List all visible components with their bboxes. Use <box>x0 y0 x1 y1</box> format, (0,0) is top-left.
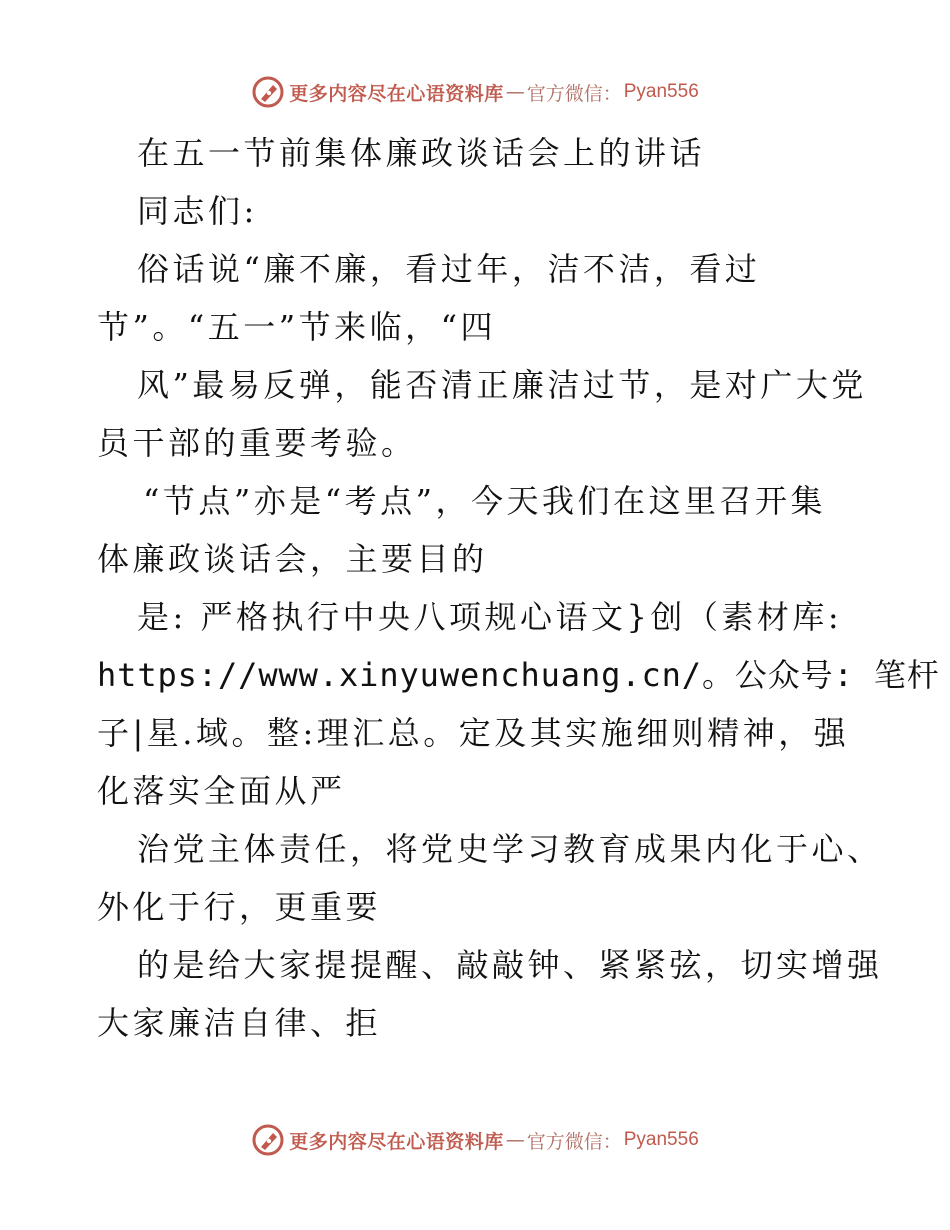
footer-banner <box>0 1120 950 1160</box>
banner-wechat-id: Pyan556 <box>623 81 699 102</box>
paragraph-line: 治党主体责任，将党史学习教育成果内化于心、 <box>137 830 883 868</box>
paragraph-line: 员干部的重要考验。 <box>97 424 417 462</box>
banner-label: 官方微信： <box>526 1130 622 1153</box>
paragraph-line: 的是给大家提提醒、敲敲钟、紧紧弦，切实增强 <box>137 946 883 984</box>
pen-nib-logo-icon <box>251 1123 285 1157</box>
paragraph-line: 是: 严格执行中央八项规心语文}创（素材库: <box>137 598 843 636</box>
pen-nib-logo-icon <box>251 75 285 109</box>
paragraph-line-url: https://www.xinyuwenchuang.cn/。公众号: 笔杆 <box>97 656 940 694</box>
paragraph-line: 化落实全面从严 <box>97 772 346 810</box>
paragraph-line: 俗话说“廉不廉，看过年，洁不洁，看过 <box>137 250 761 288</box>
paragraph-line: 体廉政谈话会，主要目的 <box>97 540 488 578</box>
paragraph-line: 外化于行，更重要 <box>97 888 382 926</box>
paragraph-line: 节”。“五一”节来临，“四 <box>97 308 496 346</box>
banner-dash: — <box>505 1129 525 1151</box>
paragraph-line: “节点”亦是“考点”，今天我们在这里召开集 <box>143 482 826 520</box>
banner-text: 更多内容尽在心语资料库 <box>289 1130 504 1153</box>
banner-dash: — <box>505 81 525 103</box>
document-title: 在五一节前集体廉政谈话会上的讲话 <box>137 134 706 172</box>
paragraph-line: 风”最易反弹，能否清正廉洁过节，是对广大党 <box>137 366 867 404</box>
paragraph-line: 子|星.域。整:理汇总。定及其实施细则精神，强 <box>97 714 850 752</box>
banner-label: 官方微信： <box>526 82 622 105</box>
document-body <box>97 124 940 1052</box>
banner-text: 更多内容尽在心语资料库 <box>289 82 504 105</box>
salutation: 同志们: <box>137 192 258 230</box>
banner-wechat-id: Pyan556 <box>623 1129 699 1150</box>
paragraph-line: 大家廉洁自律、拒 <box>97 1004 382 1042</box>
header-banner <box>0 72 950 112</box>
